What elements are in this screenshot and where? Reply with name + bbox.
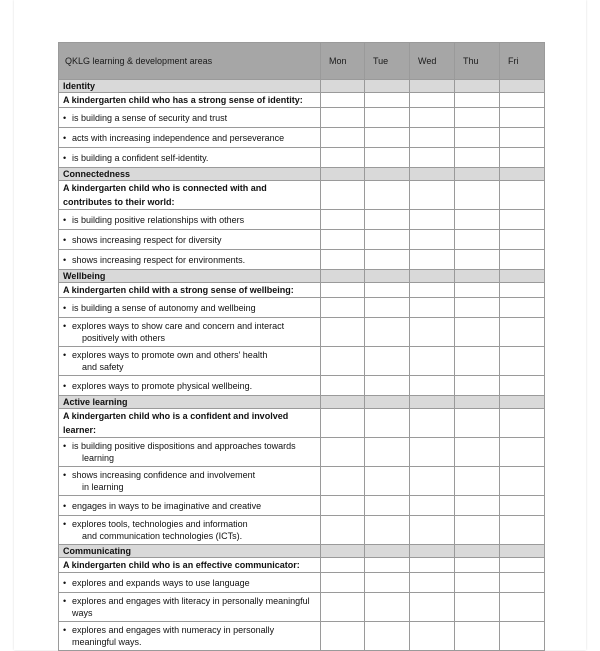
checkbox-cell-tue[interactable] <box>365 496 410 516</box>
indicator-text: shows increasing confidence and involvement <box>72 470 256 480</box>
lead-cell-thu <box>455 93 500 108</box>
checkbox-cell-tue[interactable] <box>365 438 410 467</box>
lead-cell-fri <box>500 283 545 298</box>
checkbox-cell-thu[interactable] <box>455 108 500 128</box>
indicator-bullet-line <box>63 132 316 144</box>
indicator-bullet-line <box>63 380 316 392</box>
indicator-bullet-line <box>63 349 316 361</box>
checkbox-cell-fri[interactable] <box>500 573 545 593</box>
section-cell-thu <box>455 545 500 558</box>
checkbox-cell-fri[interactable] <box>500 148 545 168</box>
indicator-text-continued: learning <box>82 453 115 463</box>
header-day-mon: Mon <box>321 43 365 80</box>
lead-cell-thu <box>455 181 500 210</box>
checkbox-cell-fri[interactable] <box>500 128 545 148</box>
section-row <box>59 168 545 181</box>
checkbox-cell-wed[interactable] <box>410 250 455 270</box>
indicator-text: explores and expands ways to use language <box>72 577 250 588</box>
bullet-icon: • <box>63 254 67 265</box>
checkbox-cell-tue[interactable] <box>365 467 410 496</box>
lead-cell-thu <box>455 409 500 438</box>
checkbox-cell-mon[interactable] <box>321 230 365 250</box>
indicator-text-cell <box>59 250 321 270</box>
indicator-text-continued: positively with others <box>82 333 166 343</box>
checkbox-cell-mon[interactable] <box>321 376 365 396</box>
indicator-text-continued: and communication technologies (ICTs). <box>82 531 243 541</box>
checkbox-cell-mon[interactable] <box>321 347 365 376</box>
checkbox-cell-tue[interactable] <box>365 573 410 593</box>
checkbox-cell-wed[interactable] <box>410 298 455 318</box>
checkbox-cell-thu[interactable] <box>455 230 500 250</box>
checkbox-cell-thu[interactable] <box>455 496 500 516</box>
indicator-text-cell <box>59 128 321 148</box>
bullet-icon: • <box>63 625 67 635</box>
lead-statement: A kindergarten child who is an effective communicator: <box>59 558 321 573</box>
section-cell-thu <box>455 270 500 283</box>
indicator-bullet-line <box>63 577 316 589</box>
indicator-text: is building positive dispositions and approaches towards <box>72 441 296 451</box>
checkbox-cell-mon[interactable] <box>321 516 365 545</box>
indicator-bullet-line <box>63 234 316 246</box>
header-area-label: QKLG learning & development areas <box>59 43 321 80</box>
section-cell-mon <box>321 545 365 558</box>
lead-row <box>59 558 545 573</box>
checkbox-cell-wed[interactable] <box>410 128 455 148</box>
lead-cell-tue <box>365 558 410 573</box>
section-cell-mon <box>321 270 365 283</box>
indicator-text: explores tools, technologies and information <box>72 519 248 529</box>
checkbox-cell-mon[interactable] <box>321 298 365 318</box>
lead-cell-tue <box>365 283 410 298</box>
lead-row <box>59 181 545 210</box>
indicator-text-cell <box>59 467 321 496</box>
indicator-text: is building a sense of security and trust <box>72 112 228 123</box>
header-day-tue: Tue <box>365 43 410 80</box>
section-cell-thu <box>455 396 500 409</box>
section-title: Communicating <box>59 545 321 558</box>
header-day-thu: Thu <box>455 43 500 80</box>
section-cell-fri <box>500 168 545 181</box>
section-title: Connectedness <box>59 168 321 181</box>
checkbox-cell-fri[interactable] <box>500 298 545 318</box>
section-cell-tue <box>365 545 410 558</box>
lead-cell-thu <box>455 283 500 298</box>
lead-statement: A kindergarten child who is a confident and involved learner: <box>59 409 321 438</box>
checkbox-cell-tue[interactable] <box>365 128 410 148</box>
indicator-row <box>59 318 545 347</box>
lead-cell-wed <box>410 93 455 108</box>
bullet-icon: • <box>63 596 67 606</box>
bullet-icon: • <box>63 302 67 313</box>
checkbox-cell-thu[interactable] <box>455 128 500 148</box>
checkbox-cell-wed[interactable] <box>410 230 455 250</box>
indicator-text-cell <box>59 516 321 545</box>
observation-checklist-table <box>58 42 545 651</box>
section-cell-wed <box>410 270 455 283</box>
lead-cell-fri <box>500 181 545 210</box>
checkbox-cell-wed[interactable] <box>410 516 455 545</box>
checkbox-cell-tue[interactable] <box>365 622 410 651</box>
indicator-text: is building a sense of autonomy and wellbeing <box>72 302 256 313</box>
checkbox-cell-wed[interactable] <box>410 438 455 467</box>
section-cell-fri <box>500 80 545 93</box>
lead-statement: A kindergarten child who has a strong sense of identity: <box>59 93 321 108</box>
header-day-wed: Wed <box>410 43 455 80</box>
indicator-bullet-line <box>63 500 316 512</box>
bullet-icon: • <box>63 321 67 331</box>
checkbox-cell-thu[interactable] <box>455 573 500 593</box>
checkbox-cell-fri[interactable] <box>500 250 545 270</box>
bullet-icon: • <box>63 470 67 480</box>
checkbox-cell-fri[interactable] <box>500 622 545 651</box>
lead-cell-wed <box>410 558 455 573</box>
indicator-row <box>59 516 545 545</box>
checkbox-cell-wed[interactable] <box>410 318 455 347</box>
section-cell-wed <box>410 168 455 181</box>
checkbox-cell-tue[interactable] <box>365 347 410 376</box>
lead-cell-wed <box>410 181 455 210</box>
lead-cell-mon <box>321 283 365 298</box>
indicator-text-cell <box>59 347 321 376</box>
indicator-text-cell <box>59 593 321 622</box>
lead-cell-mon <box>321 558 365 573</box>
checkbox-cell-mon[interactable] <box>321 128 365 148</box>
indicator-row <box>59 347 545 376</box>
section-cell-wed <box>410 396 455 409</box>
checkbox-cell-tue[interactable] <box>365 210 410 230</box>
indicator-text: explores and engages with literacy in personally meaningful <box>72 596 310 606</box>
checkbox-cell-tue[interactable] <box>365 230 410 250</box>
indicator-text-cell <box>59 496 321 516</box>
indicator-text-continued: in learning <box>82 482 124 492</box>
bullet-icon: • <box>63 380 67 391</box>
section-cell-mon <box>321 168 365 181</box>
indicator-text: acts with increasing independence and perseverance <box>72 132 285 143</box>
checkbox-cell-wed[interactable] <box>410 108 455 128</box>
indicator-bullet-line <box>63 469 316 481</box>
lead-cell-fri <box>500 409 545 438</box>
indicator-bullet-line <box>63 214 316 226</box>
indicator-text-cell <box>59 148 321 168</box>
section-row <box>59 80 545 93</box>
checkbox-cell-thu[interactable] <box>455 376 500 396</box>
bullet-icon: • <box>63 132 67 143</box>
checkbox-cell-tue[interactable] <box>365 250 410 270</box>
checkbox-cell-wed[interactable] <box>410 376 455 396</box>
indicator-row <box>59 593 545 622</box>
checkbox-cell-fri[interactable] <box>500 347 545 376</box>
checkbox-cell-fri[interactable] <box>500 496 545 516</box>
section-title: Active learning <box>59 396 321 409</box>
checkbox-cell-fri[interactable] <box>500 108 545 128</box>
section-cell-wed <box>410 80 455 93</box>
lead-row <box>59 93 545 108</box>
lead-cell-wed <box>410 283 455 298</box>
lead-row <box>59 283 545 298</box>
lead-cell-fri <box>500 558 545 573</box>
lead-cell-thu <box>455 558 500 573</box>
section-cell-thu <box>455 168 500 181</box>
checkbox-cell-wed[interactable] <box>410 496 455 516</box>
indicator-bullet-line <box>63 302 316 314</box>
bullet-icon: • <box>63 441 67 451</box>
checkbox-cell-wed[interactable] <box>410 347 455 376</box>
section-cell-wed <box>410 545 455 558</box>
section-cell-fri <box>500 270 545 283</box>
checkbox-cell-thu[interactable] <box>455 298 500 318</box>
checkbox-cell-thu[interactable] <box>455 467 500 496</box>
indicator-bullet-line <box>63 112 316 124</box>
checkbox-cell-mon[interactable] <box>321 593 365 622</box>
checkbox-cell-mon[interactable] <box>321 210 365 230</box>
indicator-row <box>59 376 545 396</box>
checkbox-cell-mon[interactable] <box>321 318 365 347</box>
indicator-text-cell <box>59 438 321 467</box>
checkbox-cell-fri[interactable] <box>500 467 545 496</box>
indicator-row <box>59 573 545 593</box>
indicator-text-cell <box>59 210 321 230</box>
indicator-bullet-line <box>63 152 316 164</box>
indicator-bullet-line <box>63 624 316 636</box>
section-cell-tue <box>365 270 410 283</box>
indicator-bullet-line <box>63 320 316 332</box>
indicator-text: explores ways to promote physical wellbeing. <box>72 380 253 391</box>
section-cell-mon <box>321 80 365 93</box>
checkbox-cell-fri[interactable] <box>500 376 545 396</box>
lead-cell-tue <box>365 409 410 438</box>
checkbox-cell-fri[interactable] <box>500 593 545 622</box>
checkbox-cell-mon[interactable] <box>321 622 365 651</box>
indicator-text-continued: and safety <box>82 362 124 372</box>
section-cell-tue <box>365 80 410 93</box>
indicator-text: shows increasing respect for diversity <box>72 234 222 245</box>
bullet-icon: • <box>63 577 67 588</box>
checkbox-cell-wed[interactable] <box>410 467 455 496</box>
indicator-text-cell <box>59 376 321 396</box>
section-cell-mon <box>321 396 365 409</box>
indicator-text-continued: meaningful ways. <box>72 637 142 647</box>
indicator-row <box>59 438 545 467</box>
checkbox-cell-tue[interactable] <box>365 376 410 396</box>
indicator-bullet-line <box>63 440 316 452</box>
indicator-text: explores ways to promote own and others' health <box>72 350 268 360</box>
checkbox-cell-thu[interactable] <box>455 593 500 622</box>
lead-cell-mon <box>321 181 365 210</box>
bullet-icon: • <box>63 350 67 360</box>
section-cell-tue <box>365 396 410 409</box>
lead-cell-tue <box>365 93 410 108</box>
indicator-row <box>59 622 545 651</box>
checkbox-cell-tue[interactable] <box>365 593 410 622</box>
checkbox-cell-tue[interactable] <box>365 108 410 128</box>
checkbox-cell-mon[interactable] <box>321 148 365 168</box>
indicator-row <box>59 298 545 318</box>
checklist-body <box>59 80 545 651</box>
indicator-text-cell <box>59 573 321 593</box>
indicator-row <box>59 250 545 270</box>
lead-row <box>59 409 545 438</box>
checkbox-cell-thu[interactable] <box>455 516 500 545</box>
section-row <box>59 270 545 283</box>
checkbox-cell-thu[interactable] <box>455 318 500 347</box>
checkbox-cell-tue[interactable] <box>365 148 410 168</box>
lead-cell-mon <box>321 93 365 108</box>
lead-cell-mon <box>321 409 365 438</box>
checkbox-cell-mon[interactable] <box>321 108 365 128</box>
bullet-icon: • <box>63 234 67 245</box>
indicator-text-cell <box>59 298 321 318</box>
checkbox-cell-mon[interactable] <box>321 467 365 496</box>
section-cell-fri <box>500 396 545 409</box>
checkbox-cell-tue[interactable] <box>365 318 410 347</box>
indicator-text: is building a confident self-identity. <box>72 152 209 163</box>
indicator-bullet-line <box>63 254 316 266</box>
section-row <box>59 396 545 409</box>
indicator-text-cell <box>59 108 321 128</box>
indicator-row <box>59 467 545 496</box>
checkbox-cell-thu[interactable] <box>455 250 500 270</box>
checkbox-cell-thu[interactable] <box>455 148 500 168</box>
indicator-row <box>59 128 545 148</box>
checkbox-cell-thu[interactable] <box>455 622 500 651</box>
indicator-row <box>59 210 545 230</box>
indicator-text: is building positive relationships with others <box>72 214 245 225</box>
checkbox-cell-thu[interactable] <box>455 210 500 230</box>
lead-cell-fri <box>500 93 545 108</box>
indicator-row <box>59 496 545 516</box>
indicator-text: engages in ways to be imaginative and creative <box>72 500 262 511</box>
checkbox-cell-wed[interactable] <box>410 593 455 622</box>
indicator-text-cell <box>59 230 321 250</box>
indicator-text: shows increasing respect for environments. <box>72 254 246 265</box>
indicator-row <box>59 230 545 250</box>
checkbox-cell-mon[interactable] <box>321 438 365 467</box>
checkbox-cell-wed[interactable] <box>410 622 455 651</box>
checkbox-cell-wed[interactable] <box>410 210 455 230</box>
section-cell-thu <box>455 80 500 93</box>
header-row <box>59 43 545 80</box>
checkbox-cell-mon[interactable] <box>321 250 365 270</box>
checkbox-cell-wed[interactable] <box>410 148 455 168</box>
checkbox-cell-thu[interactable] <box>455 347 500 376</box>
checkbox-cell-fri[interactable] <box>500 230 545 250</box>
indicator-text: explores ways to show care and concern and interact <box>72 321 285 331</box>
header-day-fri: Fri <box>500 43 545 80</box>
bullet-icon: • <box>63 519 67 529</box>
checkbox-cell-thu[interactable] <box>455 438 500 467</box>
indicator-row <box>59 148 545 168</box>
checkbox-cell-mon[interactable] <box>321 496 365 516</box>
section-row <box>59 545 545 558</box>
lead-cell-tue <box>365 181 410 210</box>
section-title: Wellbeing <box>59 270 321 283</box>
indicator-bullet-line <box>63 595 316 607</box>
bullet-icon: • <box>63 112 67 123</box>
lead-cell-wed <box>410 409 455 438</box>
bullet-icon: • <box>63 152 67 163</box>
section-cell-fri <box>500 545 545 558</box>
section-title: Identity <box>59 80 321 93</box>
checkbox-cell-fri[interactable] <box>500 438 545 467</box>
indicator-bullet-line <box>63 518 316 530</box>
checkbox-cell-fri[interactable] <box>500 318 545 347</box>
indicator-row <box>59 108 545 128</box>
checkbox-cell-mon[interactable] <box>321 573 365 593</box>
indicator-text-cell <box>59 318 321 347</box>
lead-statement: A kindergarten child with a strong sense of wellbeing: <box>59 283 321 298</box>
section-cell-tue <box>365 168 410 181</box>
indicator-text-continued: ways <box>72 608 93 618</box>
checkbox-cell-tue[interactable] <box>365 298 410 318</box>
checkbox-cell-fri[interactable] <box>500 210 545 230</box>
indicator-text-cell <box>59 622 321 651</box>
bullet-icon: • <box>63 500 67 511</box>
bullet-icon: • <box>63 214 67 225</box>
checkbox-cell-tue[interactable] <box>365 516 410 545</box>
checkbox-cell-fri[interactable] <box>500 516 545 545</box>
indicator-text: explores and engages with numeracy in personally <box>72 625 275 635</box>
lead-statement: A kindergarten child who is connected with and contributes to their world: <box>59 181 321 210</box>
checkbox-cell-wed[interactable] <box>410 573 455 593</box>
